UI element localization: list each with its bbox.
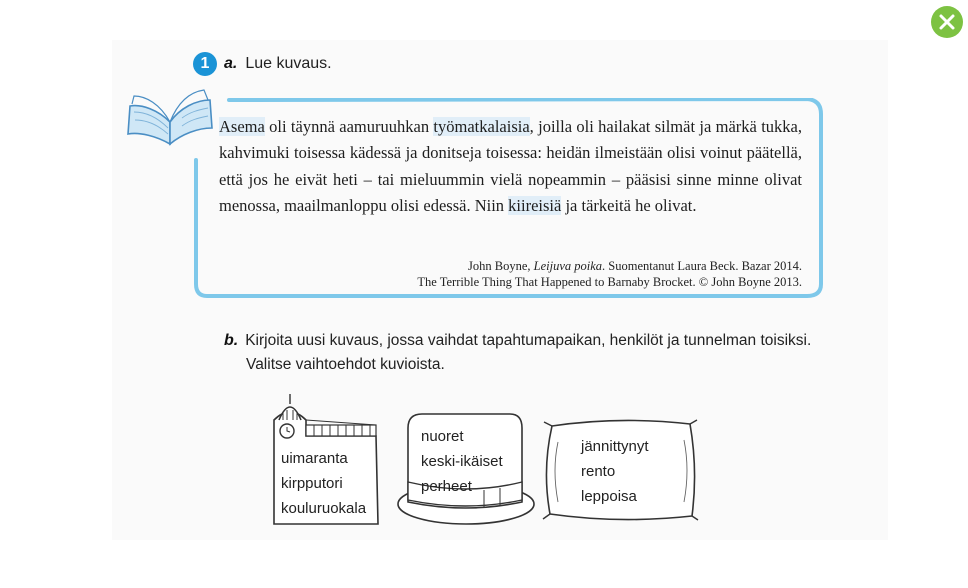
task-a-letter: a. — [224, 55, 238, 72]
people-list — [421, 424, 503, 499]
close-icon — [931, 6, 963, 38]
task-b-instruction-line-2: Valitse vaihtoehdot kuvioista. — [246, 356, 445, 373]
people-option: perheet — [421, 478, 472, 495]
people-option: keski-ikäiset — [421, 453, 503, 470]
highlighted-word: kiireisiä — [508, 195, 562, 215]
place-option: kouluruokala — [281, 500, 367, 517]
task-a-instruction: Lue kuvaus. — [245, 55, 332, 72]
mood-option: rento — [581, 463, 616, 480]
citation-line-2: The Terrible Thing That Happened to Barnaby Brocket. © John Boyne 2013. — [417, 275, 802, 289]
task-b-letter: b. — [224, 332, 239, 349]
place-option: kirpputori — [281, 475, 343, 492]
book-title: Leijuva poika — [533, 259, 603, 273]
task-b-heading — [224, 329, 811, 377]
places-list — [281, 446, 366, 521]
task-number-badge: 1 — [193, 52, 217, 76]
moods-list — [581, 434, 649, 509]
people-option: nuoret — [421, 428, 464, 445]
mood-option: jännittynyt — [581, 438, 649, 455]
passage-text: , joilla oli hailakat silmät ja märkä tukka, kahvimuki toisessa kädessä ja donitseja toisessa: heidän ilmeistään olisi voinut päätellä, että jos he eivät heti – tai mieluummin vielä nopeammin – pääsisi sinne minne olivat menossa, maailmanloppu olisi edessä. Niin — [219, 117, 802, 215]
task-b-instruction-line-1: Kirjoita uusi kuvaus, jossa vaihdat tapahtumapaikan, henkilöt ja tunnelman toisiksi. — [245, 332, 812, 349]
highlighted-word: Asema — [219, 117, 265, 136]
place-option: uimaranta — [281, 450, 348, 467]
task-a-heading — [193, 52, 332, 76]
source-citation — [417, 258, 802, 290]
reading-passage — [219, 114, 802, 219]
close-button[interactable] — [931, 6, 963, 38]
highlighted-word: työmatkalaisia — [433, 117, 530, 136]
mood-option: leppoisa — [581, 488, 637, 505]
passage-text: oli täynnä aamuruuhkan — [264, 117, 434, 136]
citation-line-1: John Boyne, Leijuva poika. Suomentanut Laura Beck. Bazar 2014. — [468, 259, 802, 273]
passage-text: ja tärkeitä he olivat. — [561, 195, 697, 215]
